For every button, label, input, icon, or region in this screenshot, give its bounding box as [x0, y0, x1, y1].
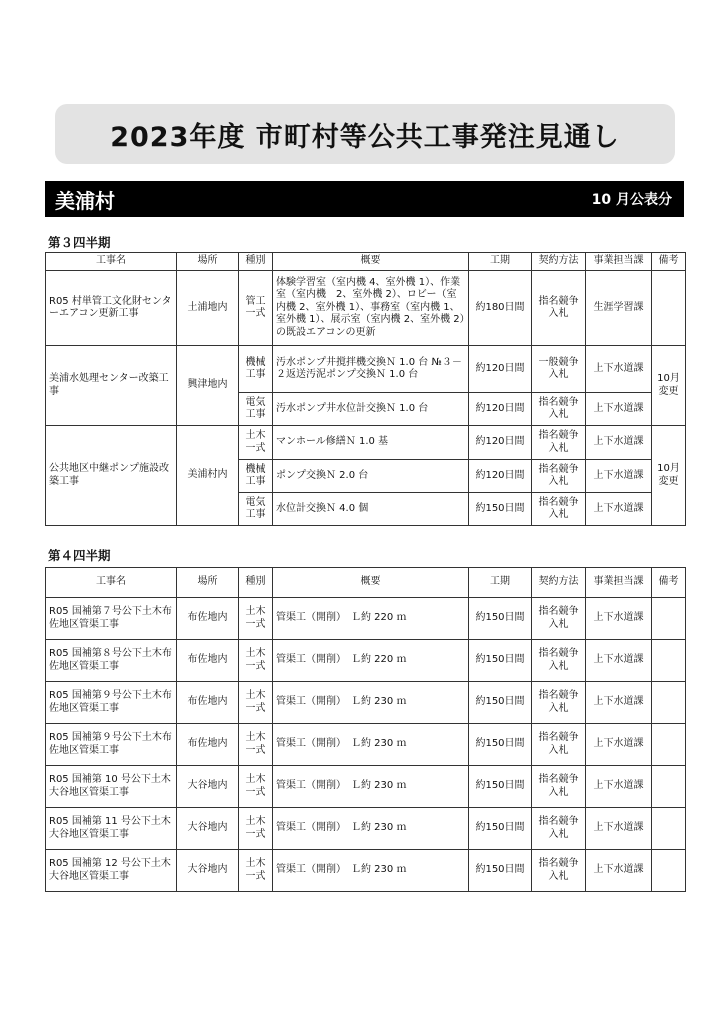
work-name: R05 国補第９号公下土木布佐地区管渠工事 — [46, 682, 177, 724]
q4-table — [45, 567, 686, 892]
place: 大谷地内 — [177, 808, 239, 850]
department: 上下水道課 — [586, 724, 652, 766]
summary: 管渠工（開削） Ｌ約 230 ｍ — [273, 724, 469, 766]
work-type: 機械工事 — [239, 460, 273, 493]
note — [652, 271, 686, 346]
summary: 汚水ポンプ井撹拌機交換Ｎ 1.0 台 №３－２返送汚泥ポンプ交換Ｎ 1.0 台 — [273, 346, 469, 393]
publication-label: 10 月公表分 — [591, 192, 672, 208]
municipality-name: 美浦村 — [55, 188, 115, 213]
contract-method: 指名競争入札 — [532, 808, 586, 850]
work-type: 土木一式 — [239, 598, 273, 640]
table-row — [46, 271, 686, 346]
work-name: R05 国補第９号公下土木布佐地区管渠工事 — [46, 724, 177, 766]
note — [652, 682, 686, 724]
q3-table — [45, 252, 686, 526]
department: 上下水道課 — [586, 682, 652, 724]
col-header-type: 種別 — [239, 568, 273, 598]
work-type: 管工一式 — [239, 271, 273, 346]
work-name: R05 村単管工文化財センターエアコン更新工事 — [46, 271, 177, 346]
table-row — [46, 346, 686, 393]
note — [652, 598, 686, 640]
q4-header-row — [46, 568, 686, 598]
contract-method: 指名競争入札 — [532, 393, 586, 426]
table-row — [46, 850, 686, 892]
work-type: 機械工事 — [239, 346, 273, 393]
summary: 水位計交換Ｎ 4.0 個 — [273, 493, 469, 526]
place: 大谷地内 — [177, 766, 239, 808]
work-name: R05 国補第８号公下土木布佐地区管渠工事 — [46, 640, 177, 682]
department: 上下水道課 — [586, 346, 652, 393]
col-header-name: 工事名 — [46, 568, 177, 598]
work-type: 土木一式 — [239, 850, 273, 892]
q3-header-row — [46, 253, 686, 271]
work-name: R05 国補第 10 号公下土木大谷地区管渠工事 — [46, 766, 177, 808]
note — [652, 766, 686, 808]
note — [652, 850, 686, 892]
work-type: 土木一式 — [239, 724, 273, 766]
section-q3-label: 第３四半期 — [48, 235, 111, 250]
col-header-dept: 事業担当課 — [586, 253, 652, 271]
period: 約150日間 — [469, 640, 532, 682]
work-name: R05 国補第７号公下土木布佐地区管渠工事 — [46, 598, 177, 640]
summary: マンホール修繕Ｎ 1.0 基 — [273, 426, 469, 460]
summary: 管渠工（開削） Ｌ約 220 ｍ — [273, 640, 469, 682]
work-type: 電気工事 — [239, 393, 273, 426]
place: 布佐地内 — [177, 640, 239, 682]
work-name: 公共地区中継ポンプ施設改築工事 — [46, 426, 177, 526]
period: 約120日間 — [469, 346, 532, 393]
place: 土浦地内 — [177, 271, 239, 346]
department: 生涯学習課 — [586, 271, 652, 346]
work-type: 電気工事 — [239, 493, 273, 526]
department: 上下水道課 — [586, 460, 652, 493]
place: 布佐地内 — [177, 682, 239, 724]
place: 大谷地内 — [177, 850, 239, 892]
table-row — [46, 426, 686, 460]
work-type: 土木一式 — [239, 682, 273, 724]
period: 約150日間 — [469, 598, 532, 640]
period: 約150日間 — [469, 808, 532, 850]
period: 約150日間 — [469, 682, 532, 724]
col-header-note: 備考 — [652, 253, 686, 271]
summary: 管渠工（開削） Ｌ約 230 ｍ — [273, 850, 469, 892]
summary: 管渠工（開削） Ｌ約 230 ｍ — [273, 808, 469, 850]
contract-method: 指名競争入札 — [532, 640, 586, 682]
work-type: 土木一式 — [239, 808, 273, 850]
note — [652, 640, 686, 682]
note — [652, 724, 686, 766]
contract-method: 指名競争入札 — [532, 766, 586, 808]
col-header-note: 備考 — [652, 568, 686, 598]
section-q4-label: 第４四半期 — [48, 548, 111, 563]
work-name: 美浦水処理センター改築工事 — [46, 346, 177, 426]
department: 上下水道課 — [586, 393, 652, 426]
period: 約150日間 — [469, 850, 532, 892]
table-row — [46, 724, 686, 766]
col-header-dept: 事業担当課 — [586, 568, 652, 598]
contract-method: 指名競争入札 — [532, 460, 586, 493]
summary: 汚水ポンプ井水位計交換Ｎ 1.0 台 — [273, 393, 469, 426]
department: 上下水道課 — [586, 850, 652, 892]
col-header-place: 場所 — [177, 568, 239, 598]
contract-method: 指名競争入札 — [532, 426, 586, 460]
note — [652, 808, 686, 850]
work-type: 土木一式 — [239, 640, 273, 682]
period: 約150日間 — [469, 493, 532, 526]
note: 10月変更 — [652, 426, 686, 526]
page-title — [55, 104, 675, 164]
department: 上下水道課 — [586, 493, 652, 526]
contract-method: 指名競争入札 — [532, 724, 586, 766]
work-name: R05 国補第 12 号公下土木大谷地区管渠工事 — [46, 850, 177, 892]
col-header-period: 工期 — [469, 568, 532, 598]
work-type: 土木一式 — [239, 766, 273, 808]
table-row — [46, 598, 686, 640]
department: 上下水道課 — [586, 426, 652, 460]
period: 約120日間 — [469, 460, 532, 493]
note: 10月変更 — [652, 346, 686, 426]
period: 約120日間 — [469, 393, 532, 426]
contract-method: 指名競争入札 — [532, 850, 586, 892]
contract-method: 一般競争入札 — [532, 346, 586, 393]
period: 約120日間 — [469, 426, 532, 460]
municipality-banner — [45, 181, 684, 217]
col-header-method: 契約方法 — [532, 253, 586, 271]
place: 美浦村内 — [177, 426, 239, 526]
contract-method: 指名競争入札 — [532, 493, 586, 526]
place: 布佐地内 — [177, 724, 239, 766]
summary: ポンプ交換Ｎ 2.0 台 — [273, 460, 469, 493]
place: 布佐地内 — [177, 598, 239, 640]
col-header-name: 工事名 — [46, 253, 177, 271]
col-header-place: 場所 — [177, 253, 239, 271]
period: 約180日間 — [469, 271, 532, 346]
department: 上下水道課 — [586, 808, 652, 850]
table-row — [46, 640, 686, 682]
work-type: 土木一式 — [239, 426, 273, 460]
summary: 体験学習室（室内機 4、室外機 1）、作業室（室内機 2、室外機 2）、ロビー（室内機 2、室外機 1）、事務室（室内機 1、室外機 1）、展示室（室内機 2、室外機 2）の既設エアコンの更新 — [273, 271, 469, 346]
page-title-text: 2023年度 市町村等公共工事発注見通し — [110, 121, 620, 153]
table-row — [46, 766, 686, 808]
department: 上下水道課 — [586, 598, 652, 640]
period: 約150日間 — [469, 724, 532, 766]
department: 上下水道課 — [586, 640, 652, 682]
table-row — [46, 682, 686, 724]
summary: 管渠工（開削） Ｌ約 220 ｍ — [273, 598, 469, 640]
place: 興津地内 — [177, 346, 239, 426]
summary: 管渠工（開削） Ｌ約 230 ｍ — [273, 766, 469, 808]
col-header-summary: 概要 — [273, 253, 469, 271]
col-header-summary: 概要 — [273, 568, 469, 598]
period: 約150日間 — [469, 766, 532, 808]
table-row — [46, 808, 686, 850]
col-header-method: 契約方法 — [532, 568, 586, 598]
work-name: R05 国補第 11 号公下土木大谷地区管渠工事 — [46, 808, 177, 850]
department: 上下水道課 — [586, 766, 652, 808]
contract-method: 指名競争入札 — [532, 598, 586, 640]
contract-method: 指名競争入札 — [532, 682, 586, 724]
contract-method: 指名競争入札 — [532, 271, 586, 346]
col-header-period: 工期 — [469, 253, 532, 271]
summary: 管渠工（開削） Ｌ約 230 ｍ — [273, 682, 469, 724]
col-header-type: 種別 — [239, 253, 273, 271]
